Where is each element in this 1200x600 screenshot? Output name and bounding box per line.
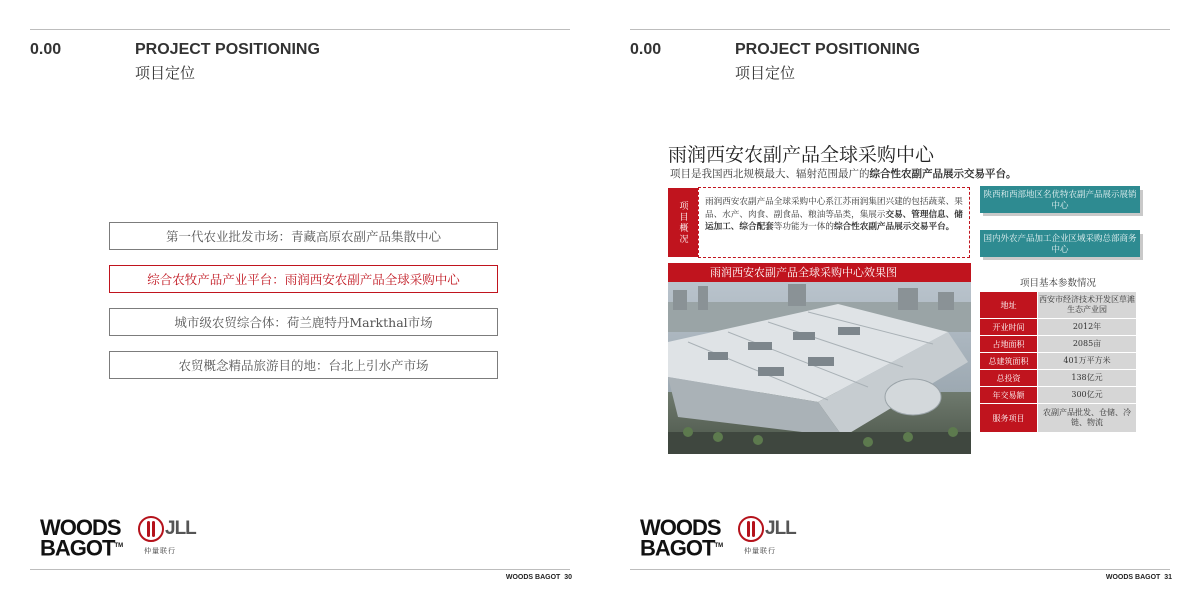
params-table — [980, 292, 1136, 433]
params-row — [980, 404, 1136, 432]
bagot-logo-line: BAGOT™ — [40, 535, 124, 561]
overview-label: 项目概况 — [668, 188, 698, 257]
params-row — [980, 370, 1136, 386]
params-row — [980, 292, 1136, 318]
jll-logo-text: JLL — [765, 518, 796, 539]
page-number: 30 — [564, 574, 572, 581]
param-value: 2085亩 — [1038, 336, 1136, 352]
page-footer — [506, 574, 572, 581]
positioning-item: 城市级农贸综合体：荷兰鹿特丹Markthal市场 — [109, 308, 498, 336]
section-subtitle: 项目定位 — [735, 64, 796, 82]
param-value: 西安市经济技术开发区草滩生态产业园 — [1038, 292, 1136, 318]
param-key: 地址 — [980, 292, 1037, 318]
params-row — [980, 353, 1136, 369]
param-key: 占地面积 — [980, 336, 1037, 352]
page-number: 31 — [1164, 574, 1172, 581]
woods-bagot-logo — [40, 515, 124, 561]
param-key: 开业时间 — [980, 319, 1037, 335]
bottom-divider — [630, 569, 1170, 570]
positioning-tag-1: 陕西和西部地区名优特农副产品展示展销中心 — [980, 186, 1140, 213]
jll-logo-cn: 仲量联行 — [744, 547, 776, 555]
param-key: 服务项目 — [980, 404, 1037, 432]
project-description: 项目是我国西北规模最大、辐射范围最广的综合性农副产品展示交易平台。 — [670, 168, 1017, 180]
param-key: 年交易额 — [980, 387, 1037, 403]
jll-logo-text: JLL — [165, 518, 196, 539]
positioning-item: 第一代农业批发市场：青藏高原农副产品集散中心 — [109, 222, 498, 250]
project-title: 雨润西安农副产品全球采购中心 — [668, 144, 935, 166]
positioning-tag-2: 国内外农产品加工企业区域采购总部商务中心 — [980, 230, 1140, 257]
section-subtitle: 项目定位 — [135, 64, 196, 82]
param-key: 总投资 — [980, 370, 1037, 386]
bagot-logo-line: BAGOT™ — [640, 535, 724, 561]
param-value: 138亿元 — [1038, 370, 1136, 386]
section-title: PROJECT POSITIONING — [735, 41, 920, 58]
section-title: PROJECT POSITIONING — [135, 41, 320, 58]
param-value: 2012年 — [1038, 319, 1136, 335]
jll-mark-icon — [138, 516, 164, 542]
top-divider — [30, 29, 570, 30]
positioning-item: 农贸概念精品旅游目的地：台北上引水产市场 — [109, 351, 498, 379]
woods-logo-line: WOODS — [640, 515, 721, 540]
params-row — [980, 319, 1136, 335]
param-value: 300亿元 — [1038, 387, 1136, 403]
woods-bagot-logo — [640, 515, 724, 561]
project-rendering-image — [668, 282, 971, 454]
positioning-item-highlighted: 综合农牧产品产业平台：雨润西安农副产品全球采购中心 — [109, 265, 498, 293]
page-footer — [1106, 574, 1172, 581]
section-number: 0.00 — [630, 41, 662, 58]
jll-mark-icon — [738, 516, 764, 542]
woods-logo-line: WOODS — [40, 515, 121, 540]
param-value: 401万平方米 — [1038, 353, 1136, 369]
bottom-divider — [30, 569, 570, 570]
jll-logo — [738, 514, 798, 559]
top-divider — [630, 29, 1170, 30]
jll-logo — [138, 514, 198, 559]
overview-text: 雨润西安农副产品全球采购中心系江苏雨润集团兴建的包括蔬菜、果品、水产、肉食、副食品、粮油等品类，集展示交易、管理信息、储运加工、综合配套等功能为一体的综合性农副产品展示交易平台。 — [698, 187, 970, 258]
render-caption: 雨润西安农副产品全球采购中心效果图 — [668, 263, 971, 282]
jll-logo-cn: 仲量联行 — [144, 547, 176, 555]
params-row — [980, 336, 1136, 352]
footer-brand: WOODS BAGOT — [505, 574, 561, 581]
params-title: 项目基本参数情况 — [1019, 278, 1096, 289]
param-key: 总建筑面积 — [980, 353, 1037, 369]
params-row — [980, 387, 1136, 403]
footer-brand: WOODS BAGOT — [1105, 574, 1161, 581]
param-value: 农副产品批发、仓储、冷链、物流 — [1038, 404, 1136, 432]
section-number: 0.00 — [30, 41, 62, 58]
